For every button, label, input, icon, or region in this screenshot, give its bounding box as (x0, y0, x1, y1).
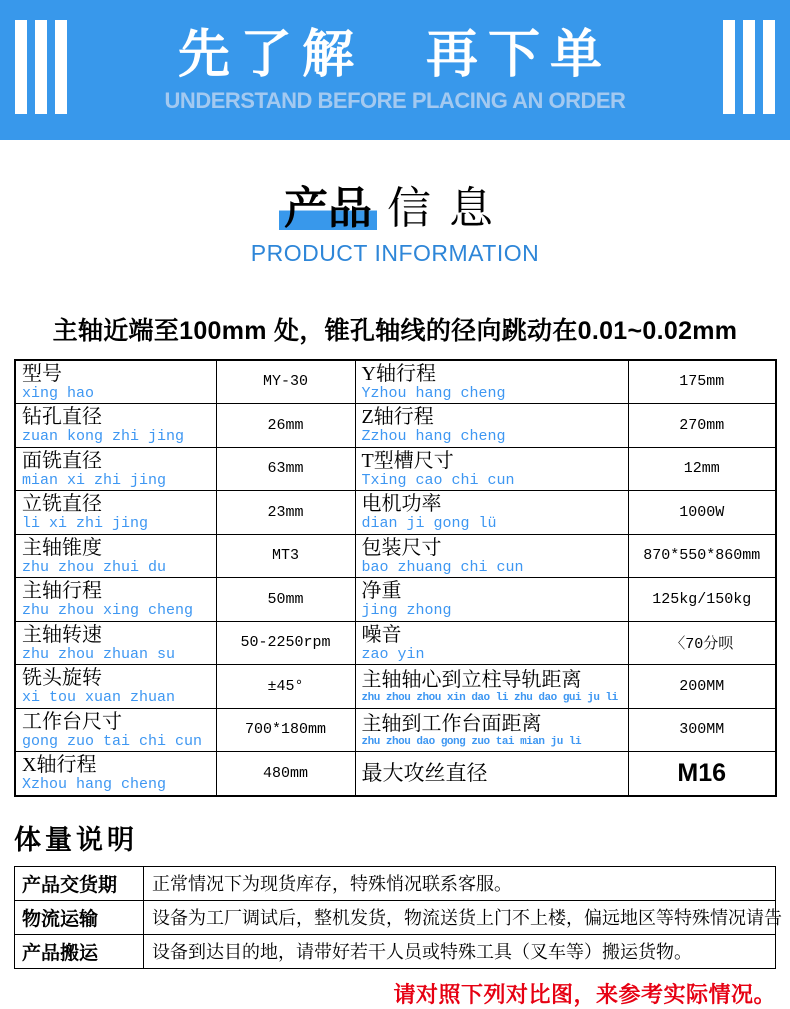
spec-value-cell: 26mm (216, 404, 355, 448)
spec-label-cell (15, 360, 216, 404)
spec-label-pinyin: xing hao (22, 384, 95, 402)
spec-value-cell: MY-30 (216, 360, 355, 404)
spec-label-cell (15, 621, 216, 665)
spec-label-cn: 电机功率 (361, 493, 442, 516)
spec-label-cell (355, 578, 628, 622)
spec-label-pinyin: zhu zhou zhui du (22, 558, 167, 576)
banner-title: 先了解 再下单 (177, 26, 612, 85)
spec-table (14, 359, 777, 797)
spec-table-row (15, 578, 776, 622)
spec-value-cell: 63mm (216, 447, 355, 491)
spec-table-row (15, 447, 776, 491)
spec-label-cell (15, 534, 216, 578)
stripe-bar (763, 20, 775, 114)
spec-label-cn: 工作台尺寸 (22, 710, 122, 733)
spec-label-cell (355, 404, 628, 448)
stripe-bar (55, 20, 67, 114)
spec-label-pinyin: jing zhong (361, 602, 452, 620)
spec-label-cn: 钻孔直径 (22, 406, 102, 429)
spec-label-pinyin: zhu zhou zhou xin dao li zhu dao gui ju li (361, 692, 618, 705)
volume-content-cell: 设备到达目的地，请带好若干人员或特殊工具（叉车等）搬运货物。 (144, 934, 776, 968)
spec-label-cn: 主轴到工作台面距离 (361, 712, 542, 735)
spec-value-cell: MT3 (216, 534, 355, 578)
section-title-en: PRODUCT INFORMATION (250, 239, 540, 266)
spec-label-cell (15, 708, 216, 752)
spec-value-cell: ±45° (216, 665, 355, 709)
banner-subtitle: UNDERSTAND BEFORE PLACING AN ORDER (164, 87, 626, 113)
spec-label-pinyin: zhu zhou xing cheng (22, 602, 194, 620)
stripe-bar (15, 20, 27, 114)
spec-label-cn: 包装尺寸 (361, 536, 442, 559)
spec-label-cell (355, 447, 628, 491)
spec-label-cn: 主轴行程 (22, 580, 102, 603)
spec-label-cn: X轴行程 (22, 754, 97, 777)
spec-value-cell: 〈70分呗 (628, 621, 776, 665)
spec-label-pinyin: zhu zhou dao gong zuo tai mian ju li (361, 735, 582, 748)
spec-value-cell: 23mm (216, 491, 355, 535)
spec-label-cell (355, 621, 628, 665)
volume-table (14, 866, 782, 969)
spec-label-pinyin: Txing cao chi cun (361, 471, 515, 489)
spec-value-cell: 700*180mm (216, 708, 355, 752)
volume-label-cell: 物流运输 (15, 900, 144, 934)
spec-label-pinyin: li xi zhi jing (22, 515, 149, 533)
spec-label-pinyin: zhu zhou zhuan su (22, 645, 176, 663)
spec-label-pinyin: xi tou xuan zhuan (22, 689, 176, 707)
spec-label-cell (15, 491, 216, 535)
spec-label-cell (15, 752, 216, 796)
spec-label-cell (15, 447, 216, 491)
spec-label-cn: 型号 (22, 362, 62, 385)
spec-value-cell: 125kg/150kg (628, 578, 776, 622)
volume-content-cell: 设备为工厂调试后，整机发货，物流送货上门不上楼，偏远地区等特殊情况请告 (144, 900, 776, 934)
spec-label-cell (355, 534, 628, 578)
banner-stripes-right-icon (723, 20, 775, 114)
volume-label-cell: 产品交货期 (15, 866, 144, 900)
footnote-text: 请对照下列对比图，来参考实际情况。 (393, 981, 776, 1007)
volume-table-row (15, 934, 776, 968)
spec-label-cell (355, 752, 628, 796)
banner-text (67, 26, 723, 113)
spec-label-pinyin: Xzhou hang cheng (22, 776, 167, 794)
banner-stripes-left-icon (15, 20, 67, 114)
spec-label-cn: 面铣直径 (22, 449, 102, 472)
spec-value-cell: 1000W (628, 491, 776, 535)
spec-label-cell (15, 578, 216, 622)
top-banner (0, 0, 790, 140)
stripe-bar (723, 20, 735, 114)
spec-label-cn: Z轴行程 (361, 406, 434, 429)
spec-label-pinyin: mian xi zhi jing (22, 471, 167, 489)
stripe-bar (743, 20, 755, 114)
spec-label-pinyin: dian ji gong lü (361, 515, 497, 533)
spec-table-row (15, 534, 776, 578)
section-title-rest: 信息 (387, 184, 511, 233)
spec-label-cn: 铣头旋转 (22, 667, 102, 690)
spec-label-cn: T型槽尺寸 (361, 449, 454, 472)
spec-table-row (15, 621, 776, 665)
spec-label-cn: 净重 (361, 580, 402, 603)
volume-content-cell: 正常情况下为现货库存，特殊悄况联系客服。 (144, 866, 776, 900)
spec-table-row (15, 491, 776, 535)
volume-heading: 体量说明 (14, 824, 138, 855)
spec-label-cn: 主轴转速 (22, 623, 102, 646)
spec-label-cn: Y轴行程 (361, 362, 436, 385)
section-title-block (0, 184, 790, 267)
spec-label-cn: 噪音 (361, 623, 402, 646)
spec-table-row (15, 404, 776, 448)
spec-value-cell: 870*550*860mm (628, 534, 776, 578)
spec-table-row (15, 360, 776, 404)
spec-value-cell: 300MM (628, 708, 776, 752)
spec-label-pinyin: Zzhou hang cheng (361, 428, 506, 446)
spec-label-cell (355, 491, 628, 535)
spec-label-cell (15, 665, 216, 709)
spec-table-row (15, 665, 776, 709)
spec-label-cn: 主轴锥度 (22, 536, 102, 559)
spec-label-cn: 最大攻丝直径 (361, 760, 488, 785)
spec-label-pinyin: zao yin (361, 645, 425, 663)
spec-value-cell: 12mm (628, 447, 776, 491)
stripe-bar (35, 20, 47, 114)
spec-label-cell (355, 665, 628, 709)
spec-value-cell: 50mm (216, 578, 355, 622)
spec-table-row (15, 708, 776, 752)
spec-value-cell: M16 (628, 752, 776, 796)
section-title-cn (0, 184, 790, 235)
spec-value-cell: 50-2250rpm (216, 621, 355, 665)
spec-value-cell: 175mm (628, 360, 776, 404)
spec-value-cell: 200MM (628, 665, 776, 709)
spec-headline: 主轴近端至100mm 处，锥孔轴线的径向跳动在0.01~0.02mm (52, 316, 738, 345)
volume-table-row (15, 866, 776, 900)
section-title-highlight: 产品 (279, 184, 377, 233)
spec-label-cell (15, 404, 216, 448)
spec-label-cell (355, 360, 628, 404)
spec-label-pinyin: Yzhou hang cheng (361, 384, 506, 402)
volume-table-row (15, 900, 776, 934)
spec-label-pinyin: bao zhuang chi cun (361, 558, 524, 576)
spec-label-pinyin: zuan kong zhi jing (22, 428, 185, 446)
spec-table-row (15, 752, 776, 796)
volume-label-cell: 产品搬运 (15, 934, 144, 968)
spec-label-cn: 主轴轴心到立柱导轨距离 (361, 669, 582, 692)
spec-label-pinyin: gong zuo tai chi cun (22, 732, 203, 750)
spec-label-cn: 立铣直径 (22, 493, 102, 516)
spec-value-cell: 480mm (216, 752, 355, 796)
spec-value-cell: 270mm (628, 404, 776, 448)
spec-label-cell (355, 708, 628, 752)
